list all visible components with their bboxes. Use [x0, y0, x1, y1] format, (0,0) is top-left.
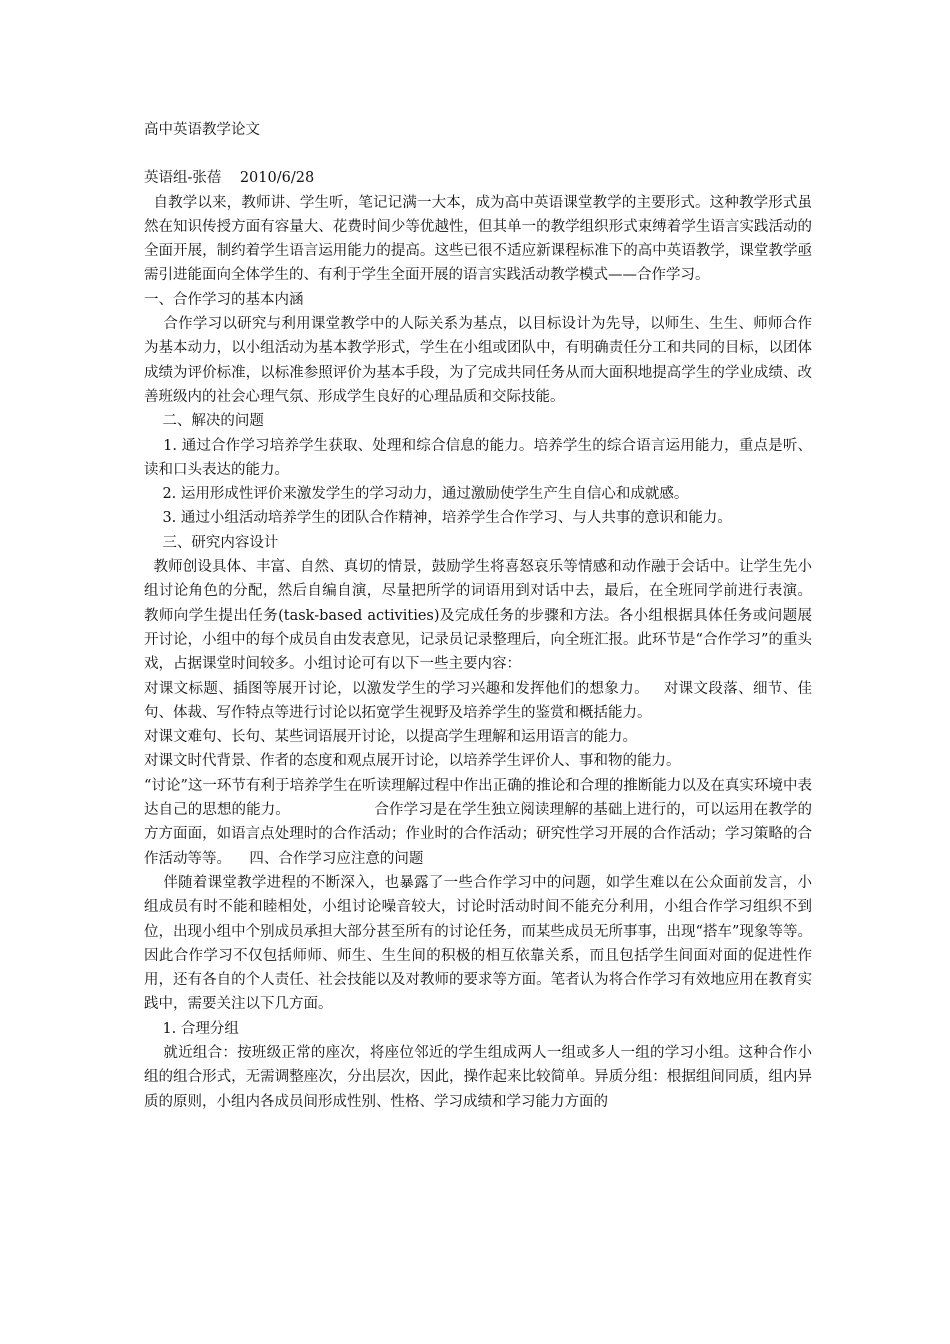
body-paragraph: 合作学习以研究与利用课堂教学中的人际关系为基点，以目标设计为先导，以师生、生生、师师合作为基本动力，以小组活动为基本教学形式，学生在小组或团队中，有明确责任分工和共同的目标，以团体成绩为评价标准，以标准参照评价为基本手段，为了完成共同任务从而大面积地提高学生的学业成绩、改善班级内的社会心理气氛、形成学生良好的心理品质和交际技能。 [144, 316, 812, 405]
document-title: 高中英语教学论文 [144, 122, 260, 138]
list-item: 3. 通过小组活动培养学生的团队合作精神，培养学生合作学习、与人共事的意识和能力。 [144, 510, 732, 527]
list-item: 2. 运用形成性评价来激发学生的学习动力，通过激励使学生产生自信心和成就感。 [144, 486, 689, 503]
section-heading-3: 三、研究内容设计 [144, 534, 279, 551]
author-date-line: 英语组-张蓓 2010/6/28 [144, 170, 315, 187]
subsection-heading: 1. 合理分组 [144, 1020, 239, 1037]
list-item: 1. 通过合作学习培养学生获取、处理和综合信息的能力。培养学生的综合语言运用能力，重点是听、读和口头表达的能力。 [144, 437, 812, 478]
body-paragraph: “讨论”这一环节有利于培养学生在听读理解过程中作出正确的推论和合理的推断能力以及在真实环境中表达自己的思想的能力。 合作学习是在学生独立阅读理解的基础上进行的，可以运用在教学的方方面面，如语言点处理时的合作活动；作业时的合作活动；研究性学习开展的合作活动；学习策略的合作活动等等。 四、合作学习应注意的问题 [144, 777, 812, 867]
body-paragraph: 伴随着课堂教学进程的不断深入，也暴露了一些合作学习中的问题，如学生难以在公众面前发言，小组成员有时不能和睦相处，小组讨论噪音较大，讨论时活动时间不能充分利用，小组合作学习组织不到位，出现小组中个别成员承担大部分甚至所有的讨论任务，而某些成员无所事事，出现“搭车”现象等等。因此合作学习不仅包括师师、师生、生生间的积极的相互依靠关系，而且包括学生间面对面的促进性作用，还有各自的个人责任、社会技能以及对教师的要求等方面。笔者认为将合作学习有效地应用在教育实践中，需要关注以下几方面。 [144, 874, 812, 1013]
body-paragraph: 对课文难句、长句、某些词语展开讨论，以提高学生理解和运用语言的能力。 [144, 729, 637, 746]
intro-paragraph: 自教学以来，教师讲、学生听，笔记记满一大本，成为高中英语课堂教学的主要形式。这种教学形式虽然在知识传授方面有容量大、花费时间少等优越性，但其单一的教学组织形式束缚着学生语言实践活动的全面开展，制约着学生语言运用能力的提高。这些已很不适应新课程标准下的高中英语教学，课堂教学亟需引进能面向全体学生的、有利于学生全面开展的语言实践活动教学模式——合作学习。 [144, 194, 813, 284]
section-heading-2: 二、解决的问题 [144, 413, 264, 430]
document-page [144, 118, 877, 1114]
section-heading-1: 一、合作学习的基本内涵 [144, 291, 304, 308]
body-paragraph: 对课文标题、插图等展开讨论，以激发学生的学习兴趣和发挥他们的想象力。 对课文段落、细节、佳句、体裁、写作特点等进行讨论以拓宽学生视野及培养学生的鉴赏和概括能力。 [144, 680, 812, 721]
body-paragraph: 就近组合：按班级正常的座次，将座位邻近的学生组成两人一组或多人一组的学习小组。这种合作小组的组合形式，无需调整座次，分出层次，因此，操作起来比较简单。异质分组：根据组间同质，组内异质的原则，小组内各成员间形成性别、性格、学习成绩和学习能力方面的 [144, 1044, 812, 1110]
body-paragraph: 对课文时代背景、作者的态度和观点展开讨论，以培养学生评价人、事和物的能力。 [144, 753, 681, 770]
body-paragraph: 教师创设具体、丰富、自然、真切的情景，鼓励学生将喜怒哀乐等情感和动作融于会话中。让学生先小组讨论角色的分配，然后自编自演，尽量把所学的词语用到对话中去，最后，在全班同学前进行表演。 教师向学生提出任务(task-based activities)及完成任务的步骤和方法。各小组根据具体任务或问题展开讨论，小组中的每个成员自由发表意见，记录员记录整理后，向全班汇报。此环节是“合作学习”的重头戏，占据课堂时间较多。小组讨论可有以下一些主要内容： [144, 559, 877, 673]
